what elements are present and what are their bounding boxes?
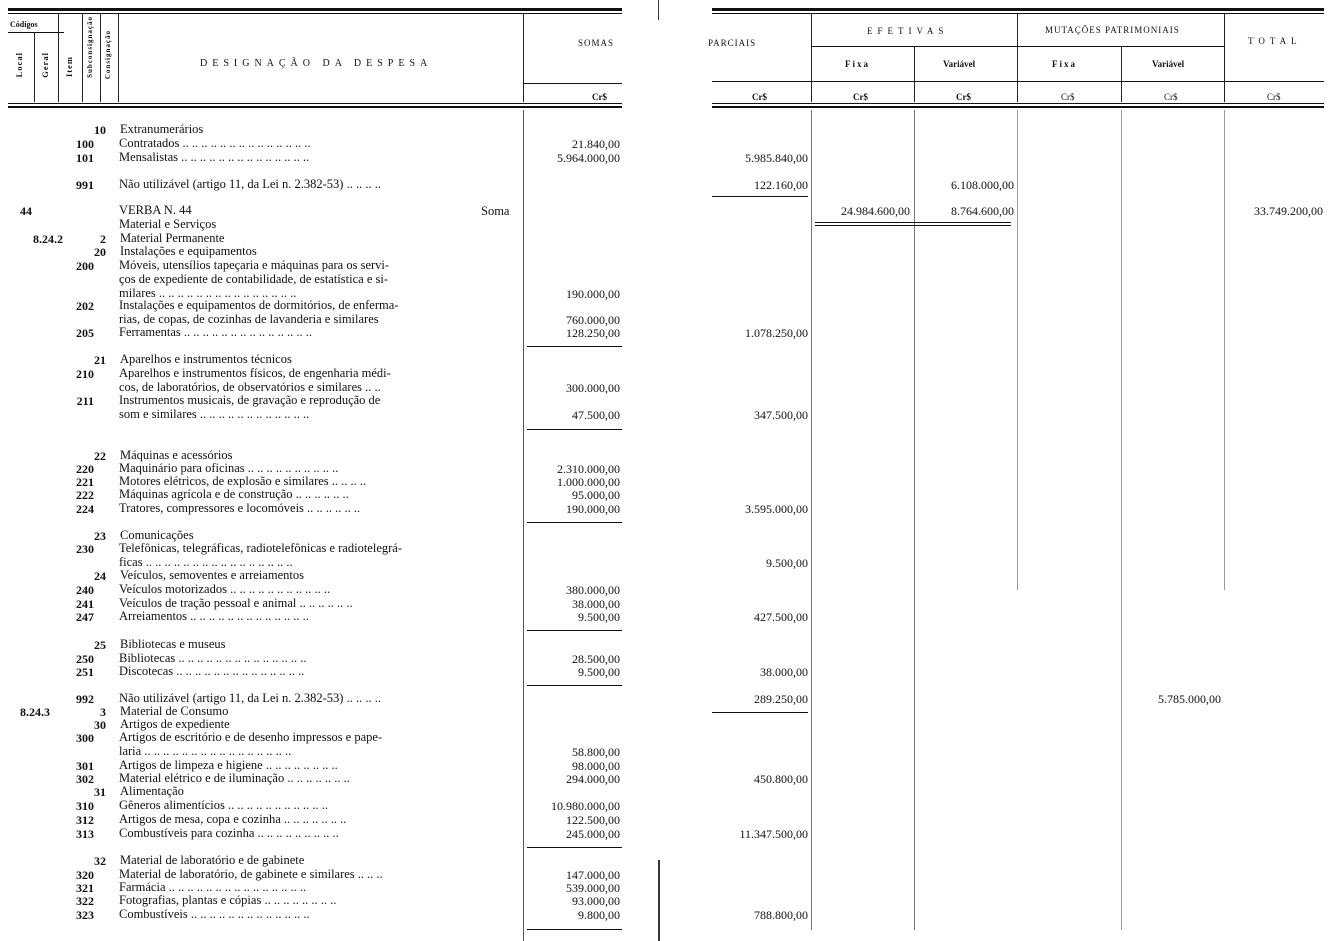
header-bottom-rule-thick (712, 106, 1324, 108)
col-divider (58, 14, 59, 102)
row-description: laria .. .. .. .. .. .. .. .. .. .. .. .. .. .. .. .. (119, 745, 292, 758)
row-code: 44 (20, 204, 32, 218)
row-description: Material e Serviços (119, 218, 217, 231)
col-divider (82, 14, 83, 102)
row-total: 33.749.200,00 (1254, 204, 1323, 218)
row-description: Não utilizável (artigo 11, da Lei n. 2.382-53) .. .. .. .. (119, 692, 381, 705)
row-parcial: 427.500,00 (754, 610, 808, 624)
ef-var-currency: Cr$ (956, 92, 971, 102)
row-item-number: 31 (94, 785, 106, 799)
col-item-header: Item (64, 56, 74, 77)
column-line (811, 110, 812, 930)
mp-variavel-header: Variável (1152, 59, 1185, 69)
row-soma: 245.000,00 (566, 827, 620, 841)
row-soma: 9.500,00 (578, 665, 620, 679)
row-description: Móveis, utensílios tapeçaria e máquinas para os servi- (119, 259, 390, 272)
row-soma: 9.800,00 (578, 908, 620, 922)
row-efetiva-variavel: 8.764.600,00 (951, 204, 1014, 218)
column-line (1121, 110, 1122, 930)
top-rule-thin (712, 13, 1324, 14)
col-local-header: Local (14, 52, 24, 78)
subtotal-rule (815, 225, 1011, 226)
currency-rule (712, 81, 1324, 82)
row-description: Arreiamentos .. .. .. .. .. .. .. .. .. .. .. .. .. (119, 610, 309, 623)
codigos-label: Códigos (10, 20, 38, 29)
row-parcial: 122.160,00 (754, 178, 808, 192)
row-item-number: 211 (76, 394, 94, 408)
row-item-number: 22 (94, 449, 106, 463)
row-description: Instalações e equipamentos (120, 245, 257, 258)
row-item-number: 241 (76, 597, 94, 611)
row-description: Combustíveis para cozinha .. .. .. .. .. .. .. .. .. (119, 827, 339, 840)
row-description: Material Permanente (120, 232, 225, 245)
row-description: Aparelhos e instrumentos técnicos (120, 353, 292, 366)
row-soma: 190.000,00 (566, 287, 620, 301)
col-subconsignacao-header: Subconsignação (86, 16, 94, 78)
row-parcial: 289.250,00 (754, 692, 808, 706)
subtotal-rule (527, 929, 622, 930)
row-item-number: 23 (94, 529, 106, 543)
column-line (1224, 110, 1225, 590)
row-description: Bibliotecas .. .. .. .. .. .. .. .. .. .. .. .. .. .. (119, 652, 307, 665)
parciais-header: PARCIAIS (708, 38, 757, 48)
col-consignacao-header: Consignação (104, 30, 112, 80)
row-code: 8.24.3 (20, 705, 50, 719)
row-item-number: 312 (76, 813, 94, 827)
row-item-number: 240 (76, 583, 94, 597)
row-description: Extranumerários (120, 123, 204, 136)
col-divider (1017, 14, 1018, 102)
mp-var-currency: Cr$ (1164, 92, 1178, 102)
row-description: Motores elétricos, de explosão e similares .. .. .. .. (119, 475, 367, 488)
row-description: Material de laboratório, de gabinete e similares .. .. .. (119, 868, 383, 881)
row-parcial: 788.800,00 (754, 908, 808, 922)
soma-label: Soma (481, 204, 510, 218)
row-description: Alimentação (120, 785, 184, 798)
gutter-mark (658, 0, 659, 20)
row-soma: 1.000.000,00 (557, 475, 620, 489)
row-description: milares .. .. .. .. .. .. .. .. .. .. .. .. .. .. .. (119, 287, 297, 300)
somas-currency: Cr$ (592, 92, 607, 102)
row-description: Artigos de limpeza e higiene .. .. .. .. .. .. .. .. (119, 759, 338, 772)
subtotal-rule (527, 522, 622, 523)
header-bottom-rule-thick (8, 106, 622, 108)
row-parcial: 450.800,00 (754, 772, 808, 786)
row-description: Material de Consumo (120, 705, 229, 718)
row-description: Material elétrico e de iluminação .. .. .. .. .. .. .. (119, 772, 350, 785)
col-divider (34, 32, 35, 102)
row-description: Artigos de escritório e de desenho impressos e pape- (119, 731, 383, 744)
row-soma: 294.000,00 (566, 772, 620, 786)
row-parcial: 9.500,00 (766, 556, 808, 570)
row-description: Tratores, compressores e locomóveis .. .. .. .. .. .. (119, 502, 361, 515)
row-description: Bibliotecas e museus (120, 638, 226, 651)
row-soma: 93.000,00 (572, 894, 620, 908)
row-item-number: 302 (76, 772, 94, 786)
row-item-number: 222 (76, 488, 94, 502)
row-description: Fotografias, plantas e cópias .. .. .. .. .. .. .. .. (119, 894, 337, 907)
row-item-number: 251 (76, 665, 94, 679)
mutacoes-header: MUTAÇÕES PATRIMONIAIS (1045, 25, 1180, 35)
row-item-number: 202 (76, 299, 94, 313)
row-soma: 9.500,00 (578, 610, 620, 624)
row-soma: 380.000,00 (566, 583, 620, 597)
subtotal-rule (527, 685, 622, 686)
col-divider (1224, 14, 1225, 102)
row-description: Veículos, semoventes e arreiamentos (120, 569, 304, 582)
gutter-mark (658, 860, 660, 941)
row-item-number: 300 (76, 731, 94, 745)
total-header: TOTAL (1248, 36, 1302, 46)
row-description: Máquinas agrícola e de construção .. .. .. .. .. .. (119, 488, 349, 501)
row-description: Contratados .. .. .. .. .. .. .. .. .. .. .. .. .. .. (119, 137, 311, 150)
row-item-number: 224 (76, 502, 94, 516)
row-item-number: 100 (76, 137, 94, 151)
row-soma: 28.500,00 (572, 652, 620, 666)
row-soma: 38.000,00 (572, 597, 620, 611)
row-item-number: 230 (76, 542, 94, 556)
col-divider (914, 46, 915, 102)
subtotal-rule (527, 429, 622, 430)
top-rule (8, 8, 622, 11)
row-item-number: 323 (76, 908, 94, 922)
row-description: Não utilizável (artigo 11, da Lei n. 2.382-53) .. .. .. .. (119, 178, 381, 191)
row-soma: 147.000,00 (566, 868, 620, 882)
row-description: Farmácia .. .. .. .. .. .. .. .. .. .. .. .. .. .. .. (119, 881, 307, 894)
parciais-currency: Cr$ (752, 92, 767, 102)
row-item-number: 247 (76, 610, 94, 624)
row-item-number: 20 (94, 245, 106, 259)
row-soma: 95.000,00 (572, 488, 620, 502)
row-description: ficas .. .. .. .. .. .. .. .. .. .. .. .. .. .. .. .. (119, 556, 293, 569)
row-item-number: 250 (76, 652, 94, 666)
subtotal-rule (527, 630, 622, 631)
row-description: Maquinário para oficinas .. .. .. .. .. .. .. .. .. .. (119, 462, 339, 475)
row-description: Artigos de mesa, copa e cozinha .. .. .. .. .. .. .. (119, 813, 347, 826)
row-soma: 128.250,00 (566, 326, 620, 340)
row-item-number: 200 (76, 259, 94, 273)
header-bottom-rule (8, 103, 622, 104)
row-item-number: 320 (76, 868, 94, 882)
row-description: som e similares .. .. .. .. .. .. .. .. .. .. .. .. (119, 408, 310, 421)
row-item-number: 24 (94, 569, 106, 583)
row-item-number: 991 (76, 178, 94, 192)
row-description: Aparelhos e instrumentos físicos, de engenharia médi- (119, 367, 391, 380)
subtotal-rule (527, 847, 622, 848)
row-parcial: 347.500,00 (754, 408, 808, 422)
row-item-number: 32 (94, 854, 106, 868)
row-soma: 2.310.000,00 (557, 462, 620, 476)
row-item-number: 220 (76, 462, 94, 476)
somas-sub-rule (523, 83, 622, 84)
efetivas-header: EFETIVAS (867, 26, 949, 36)
somas-column-line (523, 110, 524, 941)
row-description: Artigos de expediente (120, 718, 230, 731)
row-description: Ferramentas .. .. .. .. .. .. .. .. .. .. .. .. .. .. (119, 326, 313, 339)
row-soma: 21.840,00 (572, 137, 620, 151)
row-description: rias, de copas, de cozinhas de lavanderia e similares (119, 313, 379, 326)
row-item-number: 210 (76, 367, 94, 381)
row-parcial: 11.347.500,00 (739, 827, 808, 841)
row-soma: 539.000,00 (566, 881, 620, 895)
row-soma: 300.000,00 (566, 381, 620, 395)
row-description: Discotecas .. .. .. .. .. .. .. .. .. .. .. .. .. .. (119, 665, 305, 678)
row-item-number: 992 (76, 692, 94, 706)
row-description: Gêneros alimentícios .. .. .. .. .. .. .. .. .. .. .. (119, 799, 328, 812)
ef-fixa-header: Fixa (845, 59, 870, 69)
col-divider (118, 14, 119, 102)
row-item-number: 10 (94, 123, 106, 137)
somas-header: SOMAS (578, 38, 615, 48)
row-description: Veículos motorizados .. .. .. .. .. .. .. .. .. .. .. (119, 583, 331, 596)
row-description: Comunicações (120, 529, 194, 542)
row-item-number: 30 (94, 718, 106, 732)
row-description: Instrumentos musicais, de gravação e reprodução de (119, 394, 381, 407)
subtotal-rule (712, 196, 808, 197)
subtotal-rule (712, 712, 808, 713)
top-rule (712, 8, 1324, 11)
row-soma: 5.964.000,00 (557, 151, 620, 165)
subtotal-rule (527, 346, 622, 347)
col-geral-header: Geral (40, 52, 50, 78)
row-item-number: 25 (94, 638, 106, 652)
header-bottom-rule (712, 103, 1324, 104)
row-description: Telefônicas, telegráficas, radiotelefônicas e radiotelegrá- (119, 542, 402, 555)
group-rule (811, 46, 1224, 47)
row-item-number: 3 (100, 705, 106, 719)
row-item-number: 205 (76, 326, 94, 340)
col-divider (523, 14, 524, 102)
column-line (914, 110, 915, 930)
row-parcial: 1.078.250,00 (745, 326, 808, 340)
row-description: cos, de laboratórios, de observatórios e similares .. .. (119, 381, 381, 394)
mp-fixa-header: Fixa (1052, 59, 1077, 69)
column-line (1017, 110, 1018, 590)
row-soma: 47.500,00 (572, 408, 620, 422)
row-description: ços de expediente de contabilidade, de estatística e si- (119, 273, 388, 286)
row-efetiva-variavel: 6.108.000,00 (951, 178, 1014, 192)
row-soma: 58.800,00 (572, 745, 620, 759)
row-description: Combustíveis .. .. .. .. .. .. .. .. .. .. .. .. .. (119, 908, 310, 921)
row-description: VERBA N. 44 (119, 204, 192, 217)
row-soma: 760.000,00 (566, 313, 620, 327)
row-item-number: 322 (76, 894, 94, 908)
row-soma: 98.000,00 (572, 759, 620, 773)
row-soma: 190.000,00 (566, 502, 620, 516)
designacao-header: DESIGNAÇÃO DA DESPESA (200, 58, 433, 69)
col-divider (100, 14, 101, 102)
col-divider (811, 14, 812, 102)
row-item-number: 2 (100, 232, 106, 246)
ef-variavel-header: Variável (943, 59, 976, 69)
row-item-number: 221 (76, 475, 94, 489)
row-item-number: 301 (76, 759, 94, 773)
row-item-number: 101 (76, 151, 94, 165)
row-description: Máquinas e acessórios (120, 449, 233, 462)
mp-fixa-currency: Cr$ (1061, 92, 1075, 102)
row-mutacao-variavel: 5.785.000,00 (1158, 692, 1221, 706)
col-divider (1121, 46, 1122, 102)
row-item-number: 313 (76, 827, 94, 841)
row-soma: 10.980.000,00 (551, 799, 620, 813)
row-description: Instalações e equipamentos de dormitórios, de enferma- (119, 299, 399, 312)
row-parcial: 5.985.840,00 (745, 151, 808, 165)
row-item-number: 21 (94, 353, 106, 367)
row-efetiva-fixa: 24.984.600,00 (841, 204, 910, 218)
row-item-number: 310 (76, 799, 94, 813)
row-parcial: 3.595.000,00 (745, 502, 808, 516)
row-code: 8.24.2 (33, 232, 63, 246)
subtotal-rule (815, 222, 1011, 223)
row-soma: 122.500,00 (566, 813, 620, 827)
row-description: Veículos de tração pessoal e animal .. .. .. .. .. .. (119, 597, 353, 610)
codigos-underline (8, 32, 64, 33)
row-description: Material de laboratório e de gabinete (120, 854, 305, 867)
row-item-number: 321 (76, 881, 94, 895)
row-description: Mensalistas .. .. .. .. .. .. .. .. .. .. .. .. .. .. (119, 151, 310, 164)
row-parcial: 38.000,00 (760, 665, 808, 679)
ef-fixa-currency: Cr$ (853, 92, 868, 102)
total-currency: Cr$ (1267, 92, 1281, 102)
